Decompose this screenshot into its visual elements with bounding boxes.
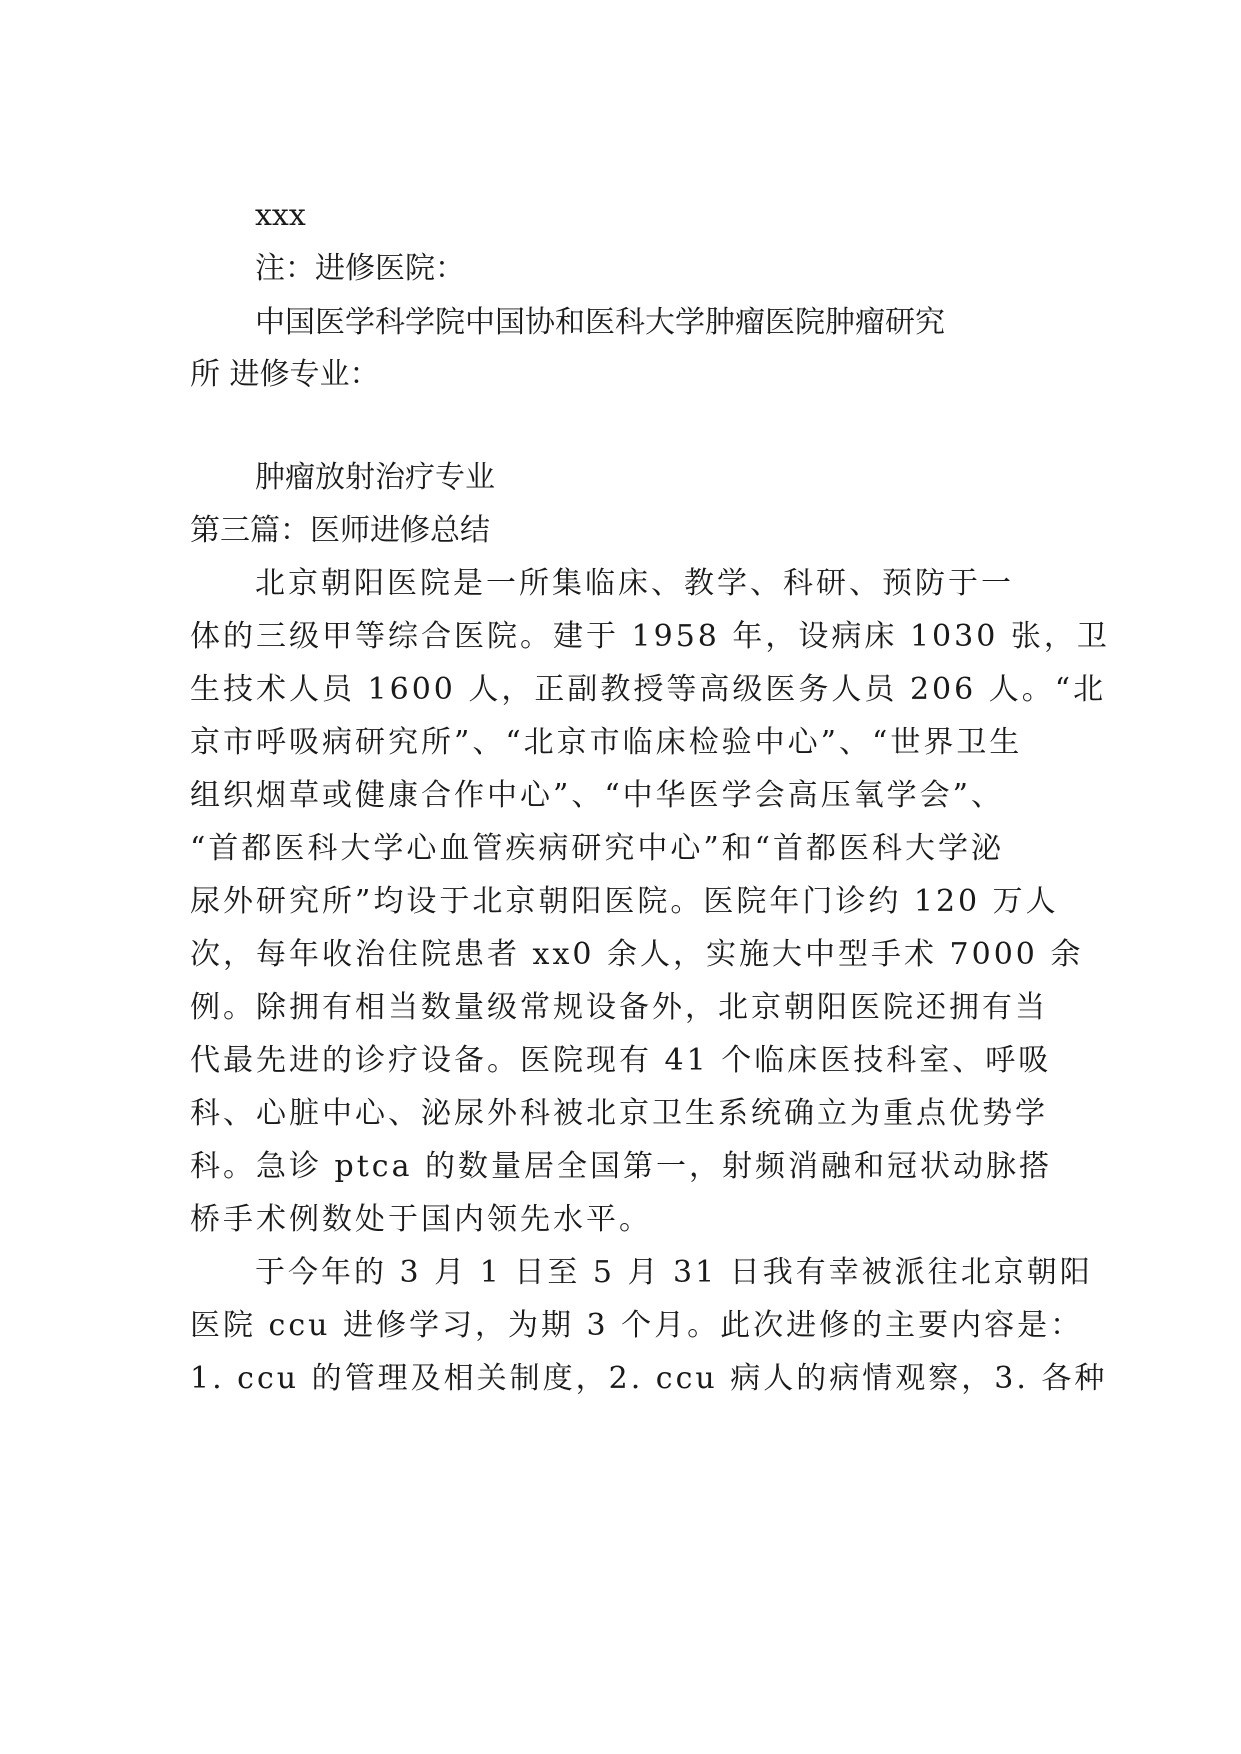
paragraph-line: 体的三级甲等综合医院。建于 1958 年，设病床 1030 张，卫 [190,619,1110,654]
hospital-line-1: 中国医学科学院中国协和医科大学肿瘤医院肿瘤研究 [255,305,945,340]
specialty: 肿瘤放射治疗专业 [255,460,495,495]
signature: xxx [255,198,306,233]
paragraph-line: 代最先进的诊疗设备。医院现有 41 个临床医技科室、呼吸 [190,1043,1052,1078]
paragraph-line: 组织烟草或健康合作中心”、“中华医学会高压氧学会”、 [190,778,1005,813]
paragraph-line: 医院 ccu 进修学习，为期 3 个月。此次进修的主要内容是： [190,1308,1084,1343]
note-label: 注：进修医院： [255,251,465,286]
paragraph-line: 桥手术例数处于国内领先水平。 [190,1202,652,1237]
paragraph-line: 次，每年收治住院患者 xx0 余人，实施大中型手术 7000 余 [190,937,1084,972]
paragraph-line: 于今年的 3 月 1 日至 5 月 31 日我有幸被派往北京朝阳 [255,1255,1093,1290]
paragraph-line: 科。急诊 ptca 的数量居全国第一，射频消融和冠状动脉搭 [190,1149,1053,1184]
hospital-line-2: 所 进修专业： [190,357,380,392]
paragraph-line: “首都医科大学心血管疾病研究中心”和“首都医科大学泌 [190,831,1005,866]
paragraph-line: 1. ccu 的管理及相关制度，2. ccu 病人的病情观察，3. 各种 [190,1361,1108,1396]
section-title: 第三篇：医师进修总结 [190,513,490,548]
paragraph-line: 北京朝阳医院是一所集临床、教学、科研、预防于一 [255,566,1014,601]
paragraph-line: 生技术人员 1600 人，正副教授等高级医务人员 206 人。“北 [190,672,1107,707]
paragraph-line: 例。除拥有相当数量级常规设备外，北京朝阳医院还拥有当 [190,990,1048,1025]
paragraph-line: 京市呼吸病研究所”、“北京市临床检验中心”、“世界卫生 [190,725,1023,760]
paragraph-line: 尿外研究所”均设于北京朝阳医院。医院年门诊约 120 万人 [190,884,1059,919]
paragraph-line: 科、心脏中心、泌尿外科被北京卫生系统确立为重点优势学 [190,1096,1048,1131]
